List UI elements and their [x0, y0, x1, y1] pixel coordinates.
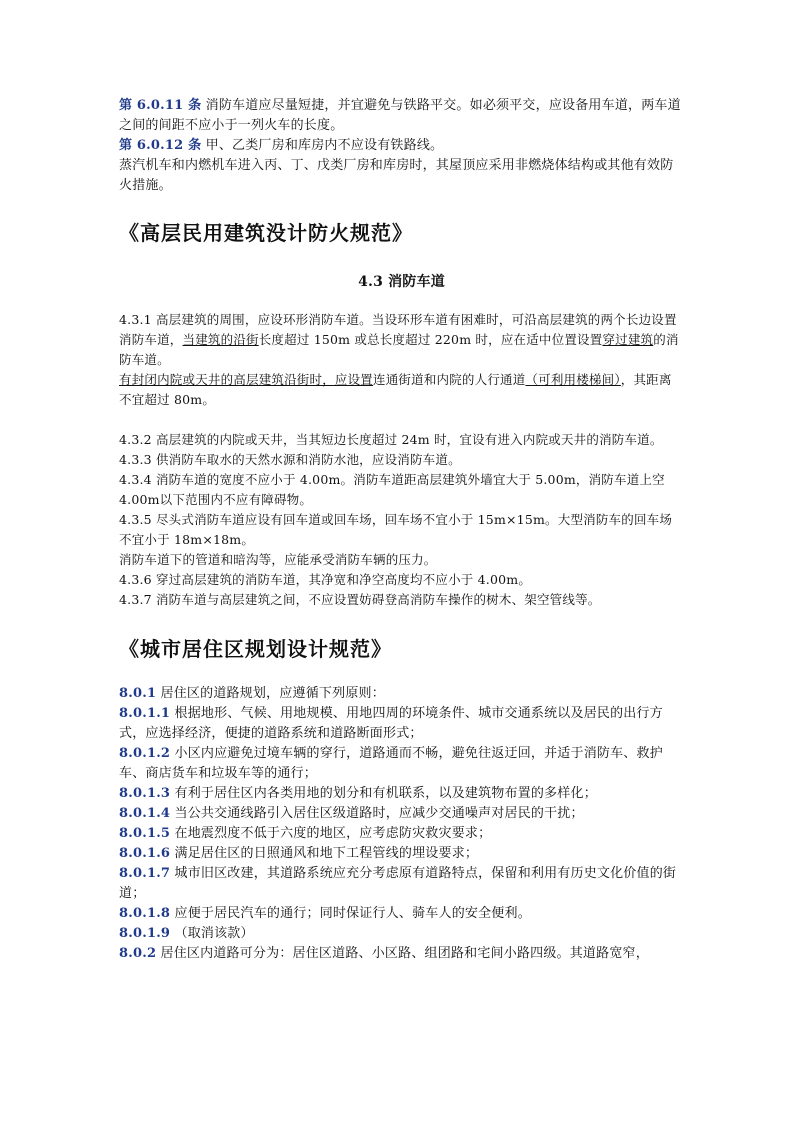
clause-4-3-1-enclosed-courtyard — [119, 370, 684, 410]
clause-number: 8.0.1.8 — [119, 906, 171, 921]
clause-number: 8.0.1.3 — [119, 786, 171, 801]
paragraph-steam-locomotive: 蒸汽机车和内燃机车进入丙、丁、戊类厂房和库房时，其屋顶应采用非燃烧体结构或其他有效防火措施。 — [119, 158, 674, 193]
clause-item — [119, 804, 684, 824]
clause-4-3-6: 4.3.6 穿过高层建筑的消防车道，其净宽和净空高度均不应小于 4.00m。 — [119, 572, 532, 587]
clause-number: 8.0.1.9 — [119, 926, 171, 941]
underlined-text: 穿过建筑 — [602, 332, 654, 347]
book-title-high-rise: 《高层民用建筑没计防火规范》 — [119, 221, 413, 245]
clause-number: 第 6.0.12 条 — [119, 138, 202, 153]
clause-item — [119, 904, 684, 924]
clause-number: 8.0.1 — [119, 686, 157, 701]
clause-item — [119, 684, 684, 704]
clause-4-3-1 — [119, 310, 684, 370]
clause-number: 8.0.1.6 — [119, 846, 171, 861]
clause-text: 甲、乙类厂房和库房内不应设有铁路线。 — [201, 138, 444, 153]
clause-item — [119, 704, 684, 744]
book-title-residential: 《城市居住区规划设计规范》 — [119, 637, 392, 661]
clause-6-0-12 — [119, 136, 684, 156]
clause-text: 居住区的道路规划，应遵循下列原则： — [156, 686, 385, 701]
clause-text: 的消防车道。 — [119, 332, 679, 367]
clause-item — [119, 784, 684, 804]
clause-text: 应便于居民汽车的通行；同时保证行人、骑车人的安全便利。 — [170, 906, 531, 921]
clause-item — [119, 824, 684, 844]
clause-4-3-7: 4.3.7 消防车道与高层建筑之间，不应设置妨碍登高消防车操作的树木、架空管线等。 — [119, 592, 601, 607]
section-title-4-3: 4.3 消防车道 — [358, 274, 445, 290]
underlined-text: 有封闭内院或天井的高层建筑沿街时，应设置 — [119, 372, 374, 387]
clause-list-8-0 — [119, 684, 684, 964]
underlined-text: 当建筑的沿街 — [182, 332, 259, 347]
clause-number: 8.0.2 — [119, 946, 157, 961]
clause-text: 有利于居住区内各类用地的划分和有机联系，以及建筑物布置的多样化； — [170, 786, 597, 801]
clause-text: 满足居住区的日照通风和地下工程管线的埋设要求； — [170, 846, 479, 861]
clause-text: 连通街道和内院的人行通道 — [373, 372, 526, 387]
clause-item — [119, 844, 684, 864]
clause-text: ，其距离不宜超过 80m。 — [119, 372, 672, 407]
document-page — [119, 96, 684, 964]
clause-text: 长度超过 150m 或总长度超过 220m 时，应在适中位置设置 — [258, 332, 603, 347]
clause-number: 8.0.1.5 — [119, 826, 171, 841]
clause-4-3-3: 4.3.3 供消防车取水的天然水源和消防水池，应设消防车道。 — [119, 452, 461, 467]
clause-4-3-4: 4.3.4 消防车道的宽度不应小于 4.00m。消防车道距高层建筑外墙宜大于 5.00m，消防车道上空 4.00m以下范围内不应有障碍物。 — [119, 472, 665, 507]
underlined-text: （可利用楼梯间） — [525, 372, 621, 387]
clause-text: 当公共交通线路引入居住区级道路时，应减少交通噪声对居民的干扰； — [170, 806, 584, 821]
clause-6-0-11 — [119, 96, 684, 136]
clause-item — [119, 864, 684, 904]
clause-item — [119, 744, 684, 784]
clause-item — [119, 944, 684, 964]
clause-4-3-2: 4.3.2 高层建筑的内院或天井，当其短边长度超过 24m 时，宜设有进入内院或天井的消防车道。 — [119, 432, 663, 447]
clause-4-3-5-pipes: 消防车道下的管道和暗沟等，应能承受消防车辆的压力。 — [119, 552, 437, 567]
clause-text: 居住区内道路可分为：居住区道路、小区路、组团路和宅间小路四级。其道路宽窄， — [156, 946, 649, 961]
clause-text: 在地震烈度不低于六度的地区，应考虑防灾救灾要求； — [170, 826, 492, 841]
clause-item — [119, 924, 684, 944]
clause-text: 消防车道应尽量短捷，并宜避免与铁路平交。如必须平交，应设备用车道，两车道之间的间距不应小于一列火车的长度。 — [119, 98, 681, 133]
clause-number: 8.0.1.7 — [119, 866, 171, 881]
clause-number: 8.0.1.4 — [119, 806, 171, 821]
clause-text: 根据地形、气候、用地规模、用地四周的环境条件、城市交通系统以及居民的出行方式，应选择经济，便捷的道路系统和道路断面形式； — [119, 706, 663, 741]
clause-text: 城市旧区改建，其道路系统应充分考虑原有道路特点，保留和利用有历史文化价值的街道； — [119, 866, 677, 901]
clause-number: 第 6.0.11 条 — [119, 98, 202, 113]
clause-number: 8.0.1.2 — [119, 746, 171, 761]
clause-text: 小区内应避免过境车辆的穿行，道路通而不畅，避免往返迂回，并适于消防车、救护车、商店货车和垃圾车等的通行； — [119, 746, 663, 781]
clause-4-3-5: 4.3.5 尽头式消防车道应设有回车道或回车场，回车场不宜小于 15m×15m。大型消防车的回车场不宜小于 18m×18m。 — [119, 512, 673, 547]
clause-text: 4.3.1 高层建筑的周围，应设环形消防车道。当设环形车道有困难时，可沿高层建筑的两个长边设置消防车道， — [119, 312, 677, 347]
clause-number: 8.0.1.1 — [119, 706, 171, 721]
clause-text: （取消该款） — [170, 926, 254, 941]
